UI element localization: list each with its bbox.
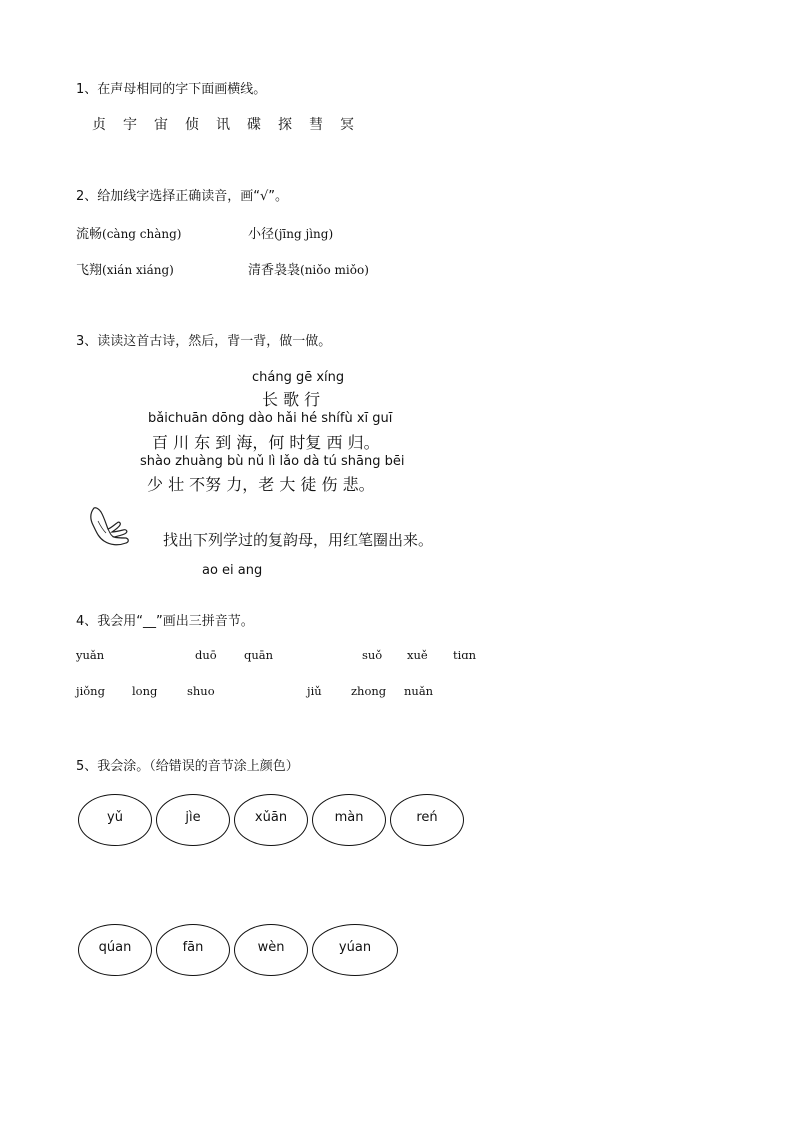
poem-title-pinyin: cháng gē xíng [252, 370, 345, 385]
q2-options: (niǒo miǒo) [300, 263, 369, 277]
question-3-title: 3、读读这首古诗，然后，背一背，做一做。 [76, 334, 332, 349]
question-5-title: 5、我会涂。（给错误的音节涂上颜色） [76, 759, 299, 774]
syllable-item: jiǔ [307, 684, 322, 698]
q2-options: (jīng jìng) [274, 227, 334, 241]
char-item: 碟 [247, 117, 261, 133]
question-4-title: 4、我会用“__”画出三拼音节。 [76, 614, 254, 629]
q2-word: 小径 [248, 227, 275, 242]
syllable-item: long [132, 684, 158, 698]
syllable-item: jiǒng [76, 684, 105, 698]
question-1-characters [92, 114, 371, 134]
question-2-title: 2、给加线字选择正确读音，画“√”。 [76, 189, 289, 204]
poem-line-2: 少 壮 不努 力，老 大 徒 伤 悲。 [147, 475, 375, 494]
syllable-oval[interactable] [234, 924, 308, 976]
q2-word: 清香袅袅 [248, 263, 301, 278]
syllable-item: duō [195, 648, 217, 662]
q2-options: (xián xiáng) [102, 263, 174, 277]
task-instruction: 找出下列学过的复韵母，用红笔圈出来。 [163, 531, 434, 549]
oval-label: màn [334, 809, 364, 825]
syllable-item: xuě [407, 648, 428, 662]
q2-word: 流畅 [76, 227, 103, 242]
syllable-oval[interactable] [78, 924, 152, 976]
oval-label: jìe [185, 809, 201, 825]
syllable-item: yuǎn [76, 648, 105, 662]
syllable-item: shuo [187, 684, 215, 698]
pointing-hand-icon [84, 505, 132, 551]
syllable-oval[interactable] [390, 794, 464, 846]
char-item: 侦 [185, 117, 199, 133]
syllable-item: quān [244, 648, 274, 662]
oval-label: qúan [98, 939, 132, 955]
char-item: 探 [278, 117, 292, 133]
syllable-oval[interactable] [312, 794, 386, 846]
q2-word-item [248, 223, 333, 242]
syllable-oval[interactable] [234, 794, 308, 846]
q2-word-item [248, 259, 369, 278]
syllable-item: suǒ [362, 648, 383, 662]
finals-list: ao ei ang [202, 563, 263, 578]
oval-label: fān [182, 939, 204, 955]
syllable-oval[interactable] [156, 924, 230, 976]
oval-label: reń [416, 809, 438, 825]
char-item: 宙 [154, 117, 168, 133]
oval-label: xǔān [254, 809, 288, 825]
q2-options: (càng chàng) [102, 227, 182, 241]
syllable-item: tiɑn [453, 648, 477, 662]
syllable-oval[interactable] [312, 924, 398, 976]
char-item: 彗 [309, 117, 323, 133]
q2-word: 飞翔 [76, 263, 103, 278]
syllable-item: nuǎn [404, 684, 434, 698]
oval-label: yúan [338, 939, 372, 955]
syllable-item: zhong [351, 684, 387, 698]
char-item: 讯 [216, 117, 230, 133]
poem-line-2-pinyin: shào zhuàng bù nǔ lì lǎo dà tú shāng bēi [140, 454, 405, 469]
poem-line-1-pinyin: bǎichuān dōng dào hǎi hé shífù xī guī [148, 411, 393, 426]
char-item: 贞 [92, 117, 106, 133]
char-item: 冥 [340, 117, 354, 133]
poem-line-1: 百 川 东 到 海，何 时复 西 归。 [152, 433, 380, 452]
syllable-oval[interactable] [156, 794, 230, 846]
char-item: 宇 [123, 117, 137, 133]
poem-title: 长 歌 行 [262, 390, 321, 409]
q2-word-item [76, 259, 174, 278]
q2-word-item [76, 223, 182, 242]
syllable-oval[interactable] [78, 794, 152, 846]
question-1-title: 1、在声母相同的字下面画横线。 [76, 82, 267, 97]
oval-label: wèn [257, 939, 285, 955]
oval-label: yǔ [107, 809, 123, 825]
